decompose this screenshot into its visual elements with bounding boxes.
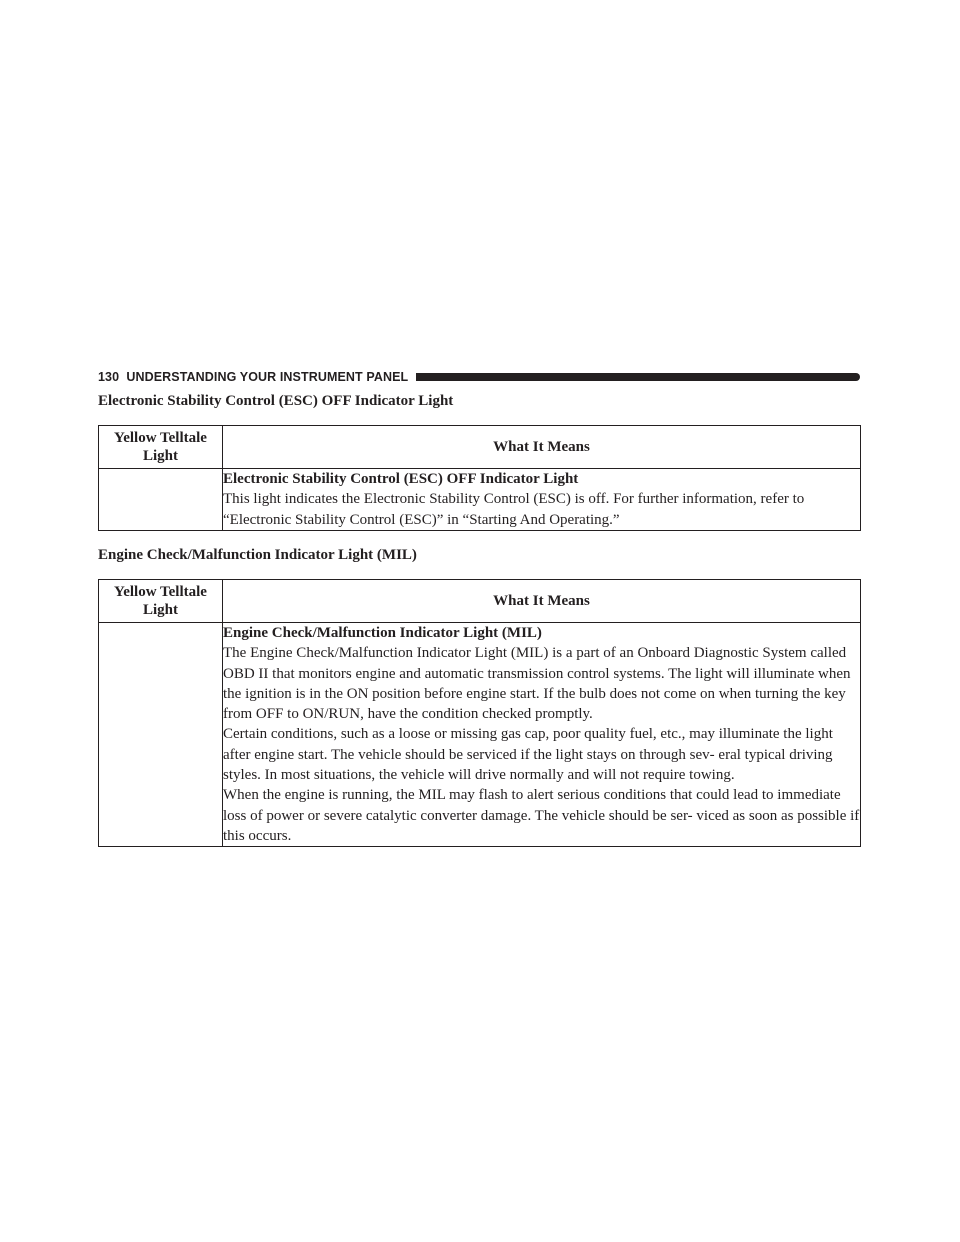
mil-paragraph-3: When the engine is running, the MIL may flash to alert serious conditions that could lead to immediate loss of power or severe catalytic converter damage. The vehicle should be ser- viced as soon as possible if this occurs. — [223, 787, 860, 844]
esc-off-entry-title: Electronic Stability Control (ESC) OFF Indicator Light — [223, 471, 579, 487]
header-rule — [416, 373, 860, 381]
col-header-what-it-means: What It Means — [223, 426, 861, 469]
table-row — [99, 469, 861, 531]
esc-off-paragraph: This light indicates the Electronic Stability Control (ESC) is off. For further information, refer to “Electronic Stability Control (ESC)” in “Starting And Operating.” — [223, 491, 805, 528]
mil-telltale-table — [98, 579, 861, 847]
table-header-row — [99, 580, 861, 623]
page-number: 130 — [98, 370, 120, 384]
table-header-row — [99, 426, 861, 469]
esc-off-icon-cell — [99, 469, 223, 531]
esc-off-section-title: Electronic Stability Control (ESC) OFF Indicator Light — [98, 393, 454, 409]
page-header — [98, 369, 860, 385]
esc-off-telltale-table — [98, 425, 861, 531]
mil-paragraph-2: Certain conditions, such as a loose or missing gas cap, poor quality fuel, etc., may illuminate the light after engine start. The vehicle should be serviced if the light stays on through sev- eral typical driving styles. In most situations, the vehicle will drive normally and will not require towing. — [223, 726, 833, 784]
col-header-yellow-telltale: Yellow Telltale Light — [99, 426, 223, 469]
esc-off-description-cell — [223, 469, 861, 531]
mil-description-cell — [223, 623, 861, 847]
table-row — [99, 623, 861, 847]
mil-section-title: Engine Check/Malfunction Indicator Light (MIL) — [98, 547, 417, 563]
col-header-yellow-telltale: Yellow Telltale Light — [99, 580, 223, 623]
mil-entry-title: Engine Check/Malfunction Indicator Light (MIL) — [223, 625, 542, 641]
col-header-what-it-means: What It Means — [223, 580, 861, 623]
mil-icon-cell — [99, 623, 223, 847]
mil-paragraph-1: The Engine Check/Malfunction Indicator Light (MIL) is a part of an Onboard Diagnostic System called OBD II that monitors engine and automatic transmission control systems. The light will illuminate when the ignition is in the ON position before engine start. If the bulb does not come on when turning the key from OFF to ON/RUN, have the condition checked promptly. — [223, 645, 851, 723]
header-section-title: UNDERSTANDING YOUR INSTRUMENT PANEL — [126, 370, 409, 384]
page-header-text — [98, 370, 408, 384]
